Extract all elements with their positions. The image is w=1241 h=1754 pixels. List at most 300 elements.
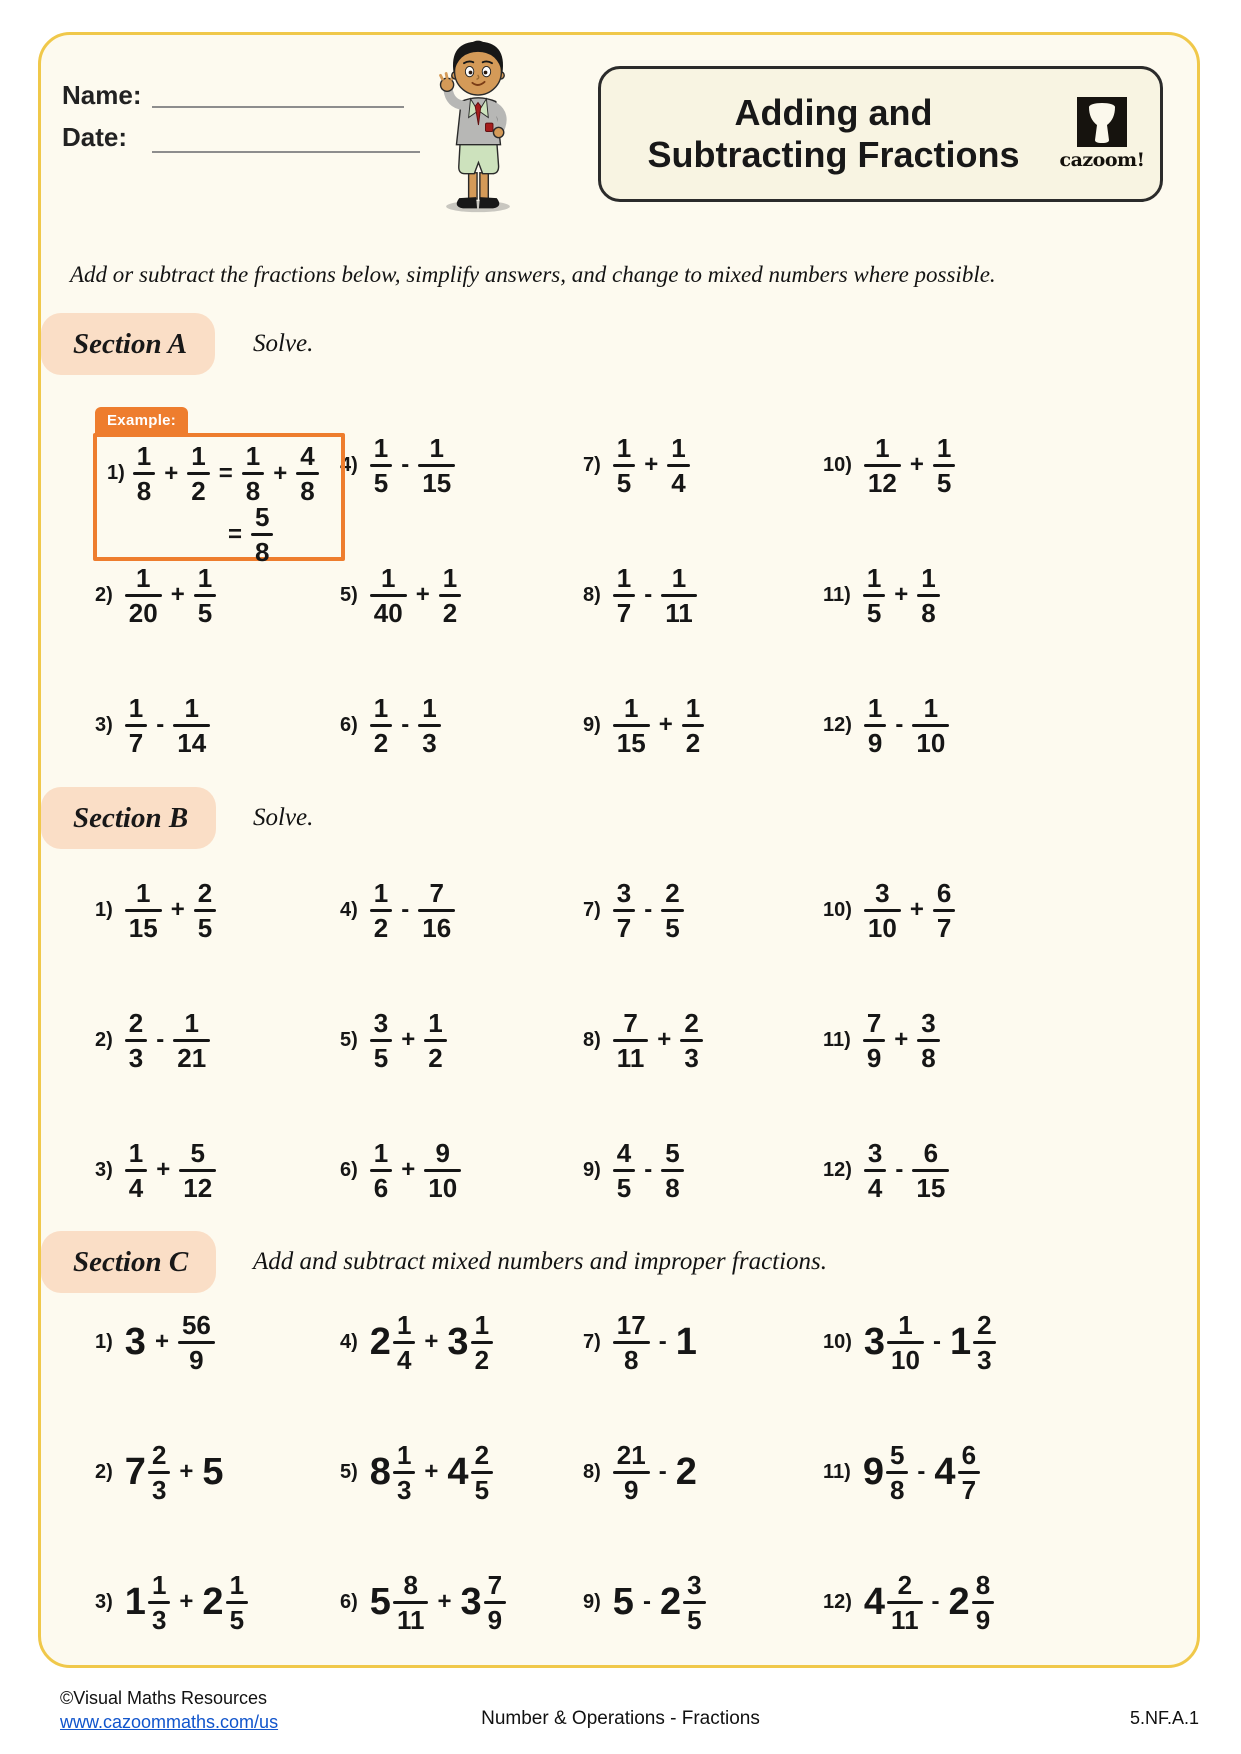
fraction (863, 1007, 885, 1073)
problem-number: 10) (823, 898, 852, 921)
numerator: 7 (623, 1007, 638, 1038)
numerator: 1 (442, 562, 458, 593)
problem-number: 8) (583, 1460, 601, 1483)
denominator: 8 (300, 476, 315, 506)
cazoom-logo (1052, 97, 1152, 171)
expression (863, 1007, 940, 1073)
fraction (613, 1439, 650, 1505)
numerator: 9 (435, 1137, 450, 1168)
denominator: 5 (229, 1604, 245, 1635)
denominator: 16 (422, 912, 452, 943)
expression (370, 432, 455, 498)
denominator: 12 (867, 467, 897, 498)
fraction (933, 432, 955, 498)
fraction (864, 877, 901, 943)
problem-2 (95, 1407, 340, 1537)
problem-4 (340, 400, 583, 530)
denominator: 8 (136, 476, 152, 506)
denominator: 5 (373, 1042, 389, 1073)
problem-number: 6) (340, 713, 358, 736)
whole-number: 4 (934, 1451, 956, 1493)
problem-number: 1) (95, 1330, 113, 1353)
section-b-problems (95, 845, 1165, 1235)
djembe-drum-icon (1077, 97, 1127, 147)
fraction (370, 562, 407, 628)
problem-5 (340, 1407, 583, 1537)
expression (369, 1439, 493, 1505)
problem-8 (583, 975, 823, 1105)
denominator: 5 (866, 597, 882, 628)
operator: + (179, 1588, 194, 1615)
mixed-number (369, 1439, 416, 1505)
whole-number: 4 (863, 1581, 886, 1623)
section-b-header (41, 787, 216, 849)
operator: + (273, 459, 288, 487)
whole-number: 5 (612, 1581, 634, 1623)
numerator: 1 (136, 877, 151, 908)
section-c-instruction: Add and subtract mixed numbers and improper fractions. (253, 1248, 828, 1275)
problem-3 (95, 1537, 340, 1667)
problem-number: 3) (95, 1590, 113, 1613)
problem-5 (340, 530, 583, 660)
numerator: 5 (665, 1137, 680, 1168)
fraction (864, 432, 901, 498)
operator: + (424, 1458, 439, 1485)
numerator: 7 (866, 1007, 882, 1038)
title-line-2: Subtracting Fractions (647, 134, 1020, 175)
fraction (887, 1309, 924, 1375)
mixed-number (863, 1569, 923, 1635)
denominator: 4 (128, 1172, 144, 1203)
numerator: 1 (422, 692, 437, 723)
problem-number: 3) (95, 1158, 113, 1181)
numerator: 1 (136, 441, 152, 471)
numerator: 1 (373, 692, 389, 723)
section-b-label: Section B (73, 801, 189, 834)
mixed-number (948, 1569, 995, 1635)
problem-10 (823, 400, 1165, 530)
whole-number: 2 (675, 1451, 697, 1493)
problem-number: 7) (583, 1330, 601, 1353)
problem-number: 9) (583, 1158, 601, 1181)
expression (613, 877, 684, 943)
problem-number: 5) (340, 1460, 358, 1483)
fraction (613, 562, 635, 628)
problem-number: 10) (823, 453, 852, 476)
denominator: 5 (197, 912, 213, 943)
operator: + (657, 1026, 672, 1053)
whole-number: 7 (124, 1451, 146, 1493)
whole-number: 4 (447, 1451, 469, 1493)
mixed-number (862, 1439, 909, 1505)
denominator: 5 (474, 1474, 490, 1505)
expression (124, 1439, 224, 1505)
fraction (864, 1137, 886, 1203)
expression (370, 877, 455, 943)
problem-number: 2) (95, 1460, 113, 1483)
fraction (148, 1569, 170, 1635)
whole-number: 2 (948, 1581, 970, 1623)
fraction (661, 562, 697, 628)
mixed-number (447, 1309, 493, 1375)
problem-number: 4) (340, 1330, 358, 1353)
footer-copyright: ©Visual Maths Resources (60, 1688, 268, 1708)
section-a-instruction: Solve. (253, 330, 314, 357)
numerator: 1 (373, 1137, 389, 1168)
fraction (912, 1137, 949, 1203)
expression (125, 1137, 216, 1203)
numerator: 5 (190, 1137, 205, 1168)
numerator: 17 (616, 1309, 646, 1340)
denominator: 14 (177, 727, 207, 758)
numerator: 3 (616, 877, 632, 908)
denominator: 3 (684, 1042, 699, 1073)
numerator: 1 (921, 562, 936, 593)
problem-number: 6) (340, 1590, 358, 1613)
denominator: 2 (373, 727, 389, 758)
operator: + (164, 459, 179, 487)
expression (863, 562, 940, 628)
numerator: 1 (229, 1569, 245, 1600)
fraction (125, 1007, 147, 1073)
numerator: 2 (977, 1309, 992, 1340)
footer-link[interactable]: www.cazoommaths.com/us (60, 1712, 279, 1732)
numerator: 5 (889, 1439, 905, 1470)
expression (370, 692, 441, 758)
numerator: 2 (665, 877, 680, 908)
problem-number: 3) (95, 713, 113, 736)
fraction (661, 1137, 683, 1203)
operator: + (401, 1156, 416, 1183)
numerator: 1 (866, 562, 882, 593)
operator: + (909, 896, 924, 923)
expression (613, 692, 704, 758)
numerator: 1 (373, 877, 389, 908)
denominator: 20 (128, 597, 158, 628)
problem-number: 2) (95, 1028, 113, 1051)
problem-8 (583, 1407, 823, 1537)
fraction (933, 877, 955, 943)
problem-5 (340, 975, 583, 1105)
fraction (613, 1137, 635, 1203)
example-line-2 (219, 504, 335, 565)
problem-number: 2) (95, 583, 113, 606)
fraction (133, 443, 155, 504)
fraction (424, 1137, 461, 1203)
expression (125, 692, 210, 758)
numerator: 1 (396, 1309, 412, 1340)
expression (864, 432, 955, 498)
problem-6 (340, 660, 583, 790)
title-box (598, 66, 1163, 202)
numerator: 1 (429, 432, 444, 463)
problem-number: 7) (583, 898, 601, 921)
expression (613, 1137, 684, 1203)
fraction (148, 1439, 170, 1505)
problem-number: 1) (95, 898, 113, 921)
fraction (680, 1007, 702, 1073)
problem-number: 9) (583, 1590, 601, 1613)
whole-number: 2 (659, 1581, 682, 1623)
fraction (917, 1007, 939, 1073)
fraction (173, 692, 210, 758)
expression (125, 877, 216, 943)
problem-number: 12) (823, 1158, 852, 1181)
problem-number: 6) (340, 1158, 358, 1181)
denominator: 8 (665, 1172, 680, 1203)
denominator: 10 (891, 1344, 920, 1375)
fraction (242, 443, 264, 504)
operator: + (424, 1328, 439, 1355)
numerator: 1 (381, 562, 396, 593)
problem-number: 7) (583, 453, 601, 476)
section-a-label: Section A (73, 327, 188, 360)
denominator: 11 (616, 1042, 645, 1073)
denominator: 6 (373, 1172, 389, 1203)
numerator: 8 (975, 1569, 991, 1600)
denominator: 5 (936, 467, 952, 498)
worksheet-title (615, 92, 1052, 177)
expression (369, 1569, 506, 1635)
section-c-problems (95, 1277, 1165, 1667)
fraction (179, 1137, 216, 1203)
expression (370, 1007, 447, 1073)
mixed-number (460, 1569, 506, 1635)
numerator: 1 (671, 432, 686, 463)
numerator: 1 (197, 562, 213, 593)
denominator: 7 (616, 912, 632, 943)
numerator: 6 (936, 877, 952, 908)
example-tab: Example: (95, 407, 188, 434)
denominator: 5 (197, 597, 213, 628)
fraction (613, 1309, 650, 1375)
fraction (173, 1007, 210, 1073)
operator: + (170, 581, 185, 608)
fraction (187, 443, 209, 504)
problem-12 (823, 660, 1165, 790)
expression (613, 1309, 697, 1375)
operator: + (179, 1458, 194, 1485)
operator: - (917, 1458, 926, 1485)
fraction (393, 1569, 429, 1635)
problem-number: 8) (583, 1028, 601, 1051)
fraction (125, 692, 147, 758)
denominator: 9 (866, 1042, 882, 1073)
mixed-number (202, 1569, 248, 1635)
problem-12 (823, 1105, 1165, 1235)
mixed-number (863, 1309, 924, 1375)
fraction (958, 1439, 980, 1505)
whole-number: 3 (460, 1581, 482, 1623)
operator: + (658, 711, 673, 738)
fraction (125, 1137, 147, 1203)
numerator: 1 (936, 432, 952, 463)
name-blank-line (152, 106, 404, 108)
problem-11 (823, 530, 1165, 660)
numerator: 1 (151, 1569, 167, 1600)
title-line-1: Adding and (734, 91, 933, 133)
problem-2 (95, 975, 340, 1105)
denominator: 9 (975, 1604, 991, 1635)
worksheet-instruction: Add or subtract the fractions below, simplify answers, and change to mixed numbers where possible. (70, 262, 996, 287)
denominator: 7 (128, 727, 144, 758)
fraction (973, 1309, 995, 1375)
denominator: 15 (916, 1172, 946, 1203)
operator: - (658, 1328, 667, 1355)
section-c-label: Section C (73, 1245, 189, 1278)
operator: - (156, 711, 165, 738)
numerator: 1 (616, 562, 632, 593)
section-b-instruction: Solve. (253, 804, 314, 831)
denominator: 2 (474, 1344, 490, 1375)
denominator: 3 (128, 1042, 144, 1073)
numerator: 1 (624, 692, 639, 723)
denominator: 5 (373, 467, 389, 498)
numerator: 1 (396, 1439, 412, 1470)
denominator: 3 (151, 1474, 167, 1505)
problem-number: 1) (107, 462, 125, 484)
denominator: 7 (616, 597, 632, 628)
footer-standard-code: 5.NF.A.1 (1129, 1708, 1199, 1728)
denominator: 8 (921, 597, 936, 628)
fraction (661, 877, 683, 943)
denominator: 4 (671, 467, 686, 498)
numerator: 1 (184, 1007, 199, 1038)
numerator: 1 (128, 692, 144, 723)
denominator: 2 (373, 912, 389, 943)
fraction (886, 1439, 908, 1505)
operator: + (401, 1026, 416, 1053)
fraction (864, 692, 886, 758)
numerator: 2 (897, 1569, 913, 1600)
problem-number: 12) (823, 713, 852, 736)
fraction (439, 562, 461, 628)
denominator: 11 (665, 597, 693, 628)
denominator: 21 (177, 1042, 207, 1073)
fraction (178, 1309, 215, 1375)
denominator: 11 (396, 1604, 425, 1635)
problem-10 (823, 1277, 1165, 1407)
denominator: 9 (487, 1604, 503, 1635)
denominator: 8 (921, 1042, 936, 1073)
problem-number: 11) (823, 1028, 851, 1051)
whole-number: 1 (675, 1321, 697, 1363)
denominator: 9 (189, 1344, 204, 1375)
operator: - (401, 711, 410, 738)
name-label: Name: (62, 80, 142, 110)
expression (612, 1569, 706, 1635)
expression (370, 562, 461, 628)
whole-number: 2 (202, 1581, 224, 1623)
problem-11 (823, 1407, 1165, 1537)
operator: = (228, 520, 243, 548)
operator: + (415, 581, 430, 608)
fraction (613, 432, 635, 498)
denominator: 8 (255, 537, 270, 567)
operator: - (931, 1588, 940, 1615)
operator: + (154, 1328, 169, 1355)
numerator: 6 (923, 1137, 939, 1168)
problem-number: 11) (823, 1460, 851, 1483)
operator: - (156, 1026, 165, 1053)
problem-number: 12) (823, 1590, 852, 1613)
fraction (863, 562, 885, 628)
denominator: 5 (616, 1172, 632, 1203)
expression (613, 432, 690, 498)
denominator: 3 (151, 1604, 167, 1635)
numerator: 1 (923, 692, 939, 723)
operator: + (170, 896, 185, 923)
denominator: 8 (245, 476, 261, 506)
problem-number: 11) (823, 583, 851, 606)
fraction (972, 1569, 994, 1635)
numerator: 3 (875, 877, 890, 908)
expression (370, 1137, 461, 1203)
operator: - (932, 1328, 941, 1355)
footer-topic: Number & Operations - Fractions (481, 1708, 760, 1729)
operator: - (644, 896, 653, 923)
fraction (296, 443, 318, 504)
numerator: 5 (255, 502, 270, 532)
denominator: 2 (685, 727, 701, 758)
numerator: 56 (181, 1309, 211, 1340)
expression (613, 1439, 697, 1505)
fraction (251, 504, 273, 565)
fraction (226, 1569, 248, 1635)
expression (125, 562, 216, 628)
denominator: 9 (624, 1474, 639, 1505)
date-label: Date: (62, 122, 128, 152)
problem-11 (823, 975, 1165, 1105)
problem-3 (95, 660, 340, 790)
expression (124, 1309, 215, 1375)
denominator: 8 (889, 1474, 905, 1505)
expression (133, 443, 319, 504)
operator: - (644, 581, 653, 608)
operator: + (909, 451, 924, 478)
problem-12 (823, 1537, 1165, 1667)
numerator: 1 (128, 1137, 144, 1168)
whole-number: 5 (202, 1451, 224, 1493)
fraction (471, 1309, 493, 1375)
numerator: 7 (429, 877, 444, 908)
numerator: 2 (684, 1007, 699, 1038)
problem-3 (95, 1105, 340, 1235)
problem-number: 10) (823, 1330, 852, 1353)
denominator: 12 (183, 1172, 213, 1203)
numerator: 1 (616, 432, 632, 463)
denominator: 7 (961, 1474, 977, 1505)
problem-9 (583, 1105, 823, 1235)
denominator: 2 (191, 476, 206, 506)
numerator: 3 (921, 1007, 936, 1038)
fraction (370, 692, 392, 758)
numerator: 1 (867, 692, 883, 723)
whole-number: 1 (124, 1581, 146, 1623)
denominator: 5 (616, 467, 632, 498)
denominator: 2 (428, 1042, 443, 1073)
numerator: 1 (474, 1309, 490, 1340)
fraction (125, 562, 162, 628)
problem-7 (583, 845, 823, 975)
numerator: 1 (685, 692, 701, 723)
denominator: 3 (396, 1474, 412, 1505)
problem-4 (340, 1277, 583, 1407)
denominator: 10 (428, 1172, 458, 1203)
date-blank-line (152, 151, 420, 153)
mixed-number (124, 1569, 171, 1635)
expression (124, 1569, 248, 1635)
